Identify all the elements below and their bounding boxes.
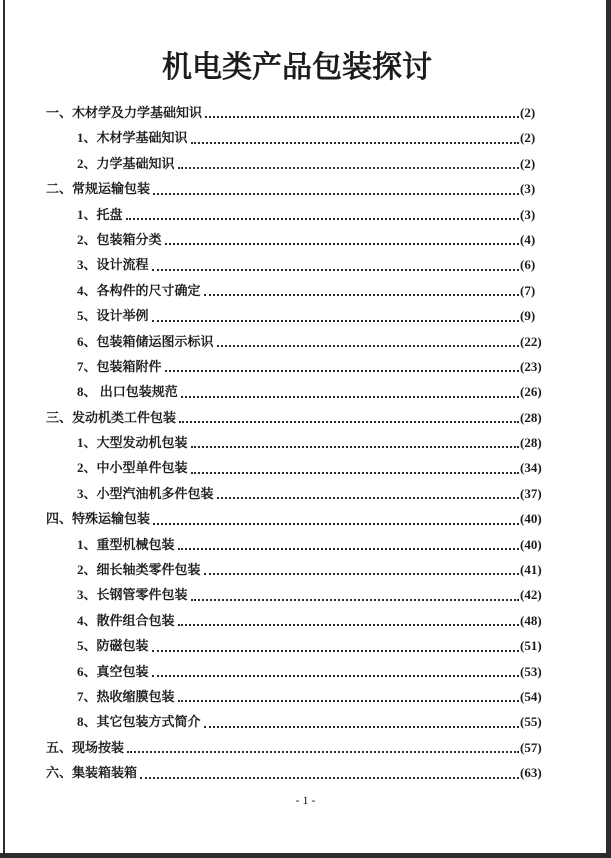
toc-dot-leader <box>152 675 519 677</box>
toc-dot-leader <box>205 116 519 118</box>
toc-entry-page-number: (40) <box>520 536 542 552</box>
toc-dot-leader <box>153 193 519 195</box>
toc-entry-label: 2、细长轴类零件包装 <box>77 562 201 578</box>
toc-entry-page-number: (26) <box>520 384 542 400</box>
toc-list <box>46 100 548 786</box>
toc-dot-leader <box>152 650 519 652</box>
document-title: 机电类产品包装探讨 <box>162 51 432 84</box>
toc-entry-label: 6、包装箱储运图示标识 <box>77 333 214 349</box>
toc-entry-label: 3、设计流程 <box>77 257 149 273</box>
toc-dot-leader <box>126 218 519 220</box>
toc-dot-leader <box>152 320 519 322</box>
toc-entry[interactable] <box>46 227 548 252</box>
toc-entry-label: 一、木材学及力学基础知识 <box>46 105 203 120</box>
toc-entry-label: 6、真空包装 <box>77 663 149 679</box>
toc-dot-leader <box>140 777 519 779</box>
page-number-footer: - 1 - <box>295 793 316 807</box>
toc-entry-label: 二、常规运输包装 <box>46 181 151 197</box>
toc-entry-page-number: (37) <box>520 485 542 501</box>
toc-entry-label: 2、包装箱分类 <box>77 231 162 247</box>
toc-entry[interactable] <box>46 100 548 125</box>
toc-entry[interactable] <box>46 760 548 785</box>
toc-entry-label: 四、特殊运输包装 <box>46 511 151 527</box>
toc-entry-page-number: (2) <box>520 155 536 171</box>
toc-entry-page-number: (28) <box>520 435 542 451</box>
toc-entry[interactable] <box>46 557 548 582</box>
toc-entry[interactable] <box>46 430 548 455</box>
toc-entry-page-number: (55) <box>520 714 542 730</box>
toc-entry[interactable] <box>46 608 548 633</box>
toc-dot-leader <box>191 472 519 474</box>
toc-dot-leader <box>178 548 519 550</box>
toc-entry[interactable] <box>46 582 548 607</box>
page-border-bottom <box>0 853 611 858</box>
toc-entry[interactable] <box>46 506 548 531</box>
toc-entry[interactable] <box>46 329 548 354</box>
toc-dot-leader <box>179 421 519 423</box>
toc-dot-leader <box>204 573 519 575</box>
toc-dot-leader <box>165 370 519 372</box>
toc-entry-label: 4、各构件的尺寸确定 <box>77 282 201 298</box>
toc-entry[interactable] <box>46 125 548 150</box>
toc-entry[interactable] <box>46 455 548 480</box>
toc-entry[interactable] <box>46 176 548 201</box>
toc-entry-page-number: (34) <box>520 460 542 476</box>
toc-entry-page-number: (22) <box>520 333 542 349</box>
toc-entry-label: 5、防磁包装 <box>77 638 149 654</box>
toc-entry-label: 三、发动机类工件包装 <box>46 409 177 425</box>
toc-entry-page-number: (3) <box>520 206 536 222</box>
toc-dot-leader <box>204 726 519 728</box>
toc-entry-label: 8、 出口包装规范 <box>77 384 178 400</box>
toc-entry[interactable] <box>46 405 548 430</box>
toc-entry[interactable] <box>46 278 548 303</box>
toc-entry-label: 7、热收缩膜包装 <box>77 688 175 704</box>
toc-entry-label: 2、力学基础知识 <box>77 155 175 171</box>
toc-entry-label: 1、托盘 <box>77 206 123 222</box>
toc-dot-leader <box>217 345 519 347</box>
toc-entry-page-number: (53) <box>520 663 542 679</box>
toc-entry[interactable] <box>46 659 548 684</box>
toc-entry-page-number: (41) <box>520 562 542 578</box>
toc-entry-page-number: (2) <box>520 105 536 120</box>
toc-entry-page-number: (28) <box>520 409 542 425</box>
toc-entry-label: 五、现场按装 <box>46 739 125 755</box>
toc-dot-leader <box>191 142 519 144</box>
toc-dot-leader <box>178 167 519 169</box>
toc-entry-page-number: (2) <box>520 130 536 146</box>
toc-entry-label: 8、其它包装方式简介 <box>77 714 201 730</box>
toc-entry-page-number: (6) <box>520 257 536 273</box>
toc-entry-page-number: (51) <box>520 638 542 654</box>
toc-dot-leader <box>217 497 519 499</box>
toc-dot-leader <box>204 294 519 296</box>
page-content <box>46 50 548 786</box>
toc-entry[interactable] <box>46 151 548 176</box>
toc-entry[interactable] <box>46 354 548 379</box>
toc-dot-leader <box>181 396 519 398</box>
toc-dot-leader <box>127 751 519 753</box>
toc-entry-label: 5、设计举例 <box>77 308 149 324</box>
toc-dot-leader <box>178 624 519 626</box>
toc-entry[interactable] <box>46 709 548 734</box>
toc-entry-page-number: (3) <box>520 181 536 197</box>
toc-entry-label: 4、散件组合包装 <box>77 612 175 628</box>
toc-entry[interactable] <box>46 532 548 557</box>
toc-entry-label: 1、大型发动机包装 <box>77 435 188 451</box>
toc-entry-label: 7、包装箱附件 <box>77 358 162 374</box>
toc-entry[interactable] <box>46 252 548 277</box>
toc-entry-page-number: (57) <box>520 739 542 755</box>
toc-entry[interactable] <box>46 735 548 760</box>
toc-entry-page-number: (40) <box>520 511 542 527</box>
toc-entry-page-number: (54) <box>520 688 542 704</box>
toc-dot-leader <box>153 523 519 525</box>
toc-dot-leader <box>152 269 519 271</box>
toc-entry-label: 3、小型汽油机多件包装 <box>77 485 214 501</box>
toc-entry[interactable] <box>46 379 548 404</box>
toc-entry-label: 3、长钢管零件包装 <box>77 587 188 603</box>
toc-entry-label: 2、中小型单件包装 <box>77 460 188 476</box>
page-border-left <box>3 0 5 858</box>
toc-entry-label: 1、木材学基础知识 <box>77 130 188 146</box>
page-border-right <box>606 0 611 858</box>
toc-entry-page-number: (4) <box>520 231 536 247</box>
toc-entry[interactable] <box>46 481 548 506</box>
toc-entry-label: 六、集装箱装箱 <box>46 765 138 781</box>
toc-entry-page-number: (9) <box>520 308 536 324</box>
toc-entry[interactable] <box>46 633 548 658</box>
toc-entry[interactable] <box>46 202 548 227</box>
toc-entry-page-number: (7) <box>520 282 536 298</box>
toc-dot-leader <box>191 446 519 448</box>
toc-dot-leader <box>178 700 519 702</box>
toc-entry[interactable] <box>46 303 548 328</box>
toc-entry-page-number: (23) <box>520 358 542 374</box>
toc-entry-page-number: (63) <box>520 765 542 781</box>
toc-entry[interactable] <box>46 684 548 709</box>
toc-dot-leader <box>191 599 519 601</box>
toc-entry-page-number: (48) <box>520 612 542 628</box>
toc-entry-label: 1、重型机械包装 <box>77 536 175 552</box>
toc-dot-leader <box>165 243 519 245</box>
toc-entry-page-number: (42) <box>520 587 542 603</box>
